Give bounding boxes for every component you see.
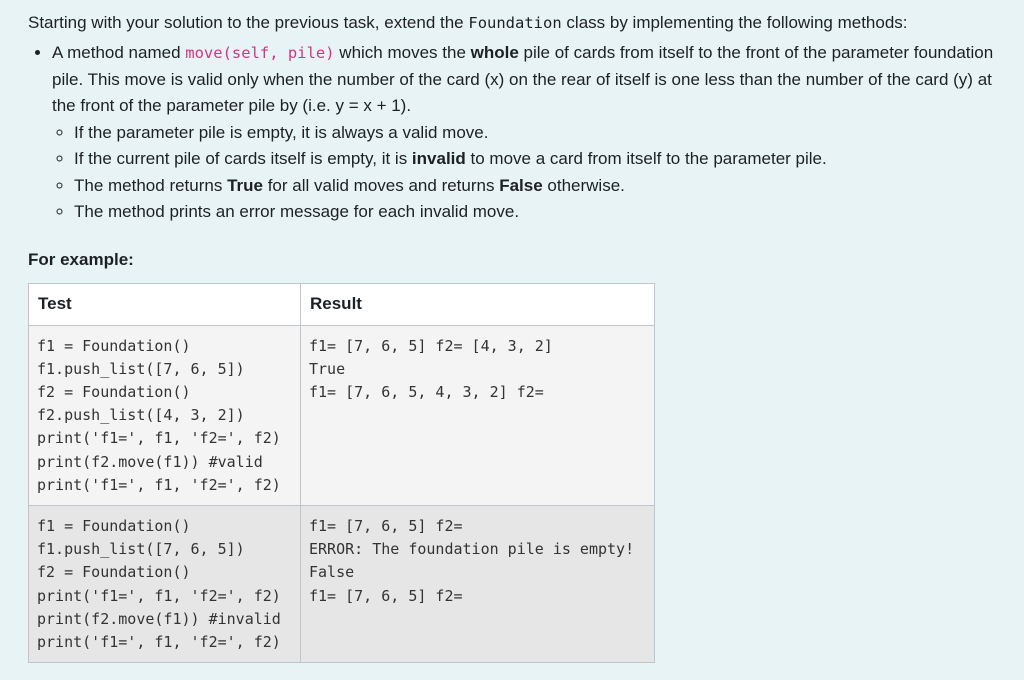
table-row bbox=[29, 325, 655, 505]
result-cell bbox=[301, 505, 655, 662]
rules-list bbox=[52, 120, 996, 226]
intro-paragraph bbox=[28, 10, 996, 36]
method-signature-code: move(self, pile) bbox=[185, 44, 335, 62]
table-header-row bbox=[29, 283, 655, 325]
rule-bold: True bbox=[227, 175, 263, 195]
rule-text: to move a card from itself to the parameter pile. bbox=[465, 149, 827, 168]
method-bullet bbox=[52, 40, 996, 226]
test-cell bbox=[29, 325, 301, 505]
test-code: f1 = Foundation() f1.push_list([7, 6, 5]) f2 = Foundation() f2.push_list([4, 3, 2]) print('f1=', f1, 'f2=', f2) print(f2.move(f1)) #valid print('f1=', f1, 'f2=', f2) bbox=[37, 336, 281, 494]
rule-text: If the parameter pile is empty, it is always a valid move. bbox=[74, 122, 489, 142]
bullet-prefix: A method named bbox=[52, 43, 186, 62]
bullet-text1: which moves the bbox=[334, 43, 471, 62]
class-name-code: Foundation bbox=[468, 14, 562, 32]
rule-item bbox=[74, 173, 996, 200]
rule-text: The method returns bbox=[74, 175, 228, 195]
rule-bold: invalid bbox=[411, 149, 466, 168]
rule-bold: False bbox=[499, 175, 543, 195]
example-table bbox=[28, 283, 655, 664]
result-output: f1= [7, 6, 5] f2= [4, 3, 2] True f1= [7, 6, 5, 4, 3, 2] f2= bbox=[309, 336, 553, 401]
method-list bbox=[28, 40, 996, 226]
test-cell bbox=[29, 505, 301, 662]
rule-item bbox=[74, 146, 996, 173]
rule-item bbox=[74, 120, 996, 147]
intro-text-after: class by implementing the following methods: bbox=[561, 13, 908, 32]
header-result: Result bbox=[301, 283, 655, 325]
test-code: f1 = Foundation() f1.push_list([7, 6, 5]) f2 = Foundation() print('f1=', f1, 'f2=', f2) print(f2.move(f1)) #invalid print('f1=', f1, 'f2=', f2) bbox=[37, 516, 281, 651]
result-output: f1= [7, 6, 5] f2= ERROR: The foundation pile is empty! False f1= [7, 6, 5] f2= bbox=[309, 516, 635, 605]
rule-text: If the current pile of cards itself is empty, it is bbox=[74, 149, 412, 168]
header-test: Test bbox=[29, 283, 301, 325]
intro-text-before: Starting with your solution to the previous task, extend the bbox=[28, 13, 469, 32]
result-cell bbox=[301, 325, 655, 505]
example-heading: For example: bbox=[28, 249, 134, 269]
rule-text: The method prints an error message for each invalid move. bbox=[74, 202, 520, 221]
bullet-bold-whole: whole bbox=[470, 43, 519, 62]
table-row bbox=[29, 505, 655, 662]
rule-text: for all valid moves and returns bbox=[262, 175, 500, 195]
rule-text: otherwise. bbox=[542, 175, 625, 195]
rule-item bbox=[74, 199, 996, 226]
bullet-text2: pile of cards from itself to the front of the parameter foundation pile. This move is valid only when the number of the card (x) on the rear of itself is one less than the number of the card (y) at the front of the parameter pile by (i.e. y = x + 1). bbox=[52, 43, 994, 115]
